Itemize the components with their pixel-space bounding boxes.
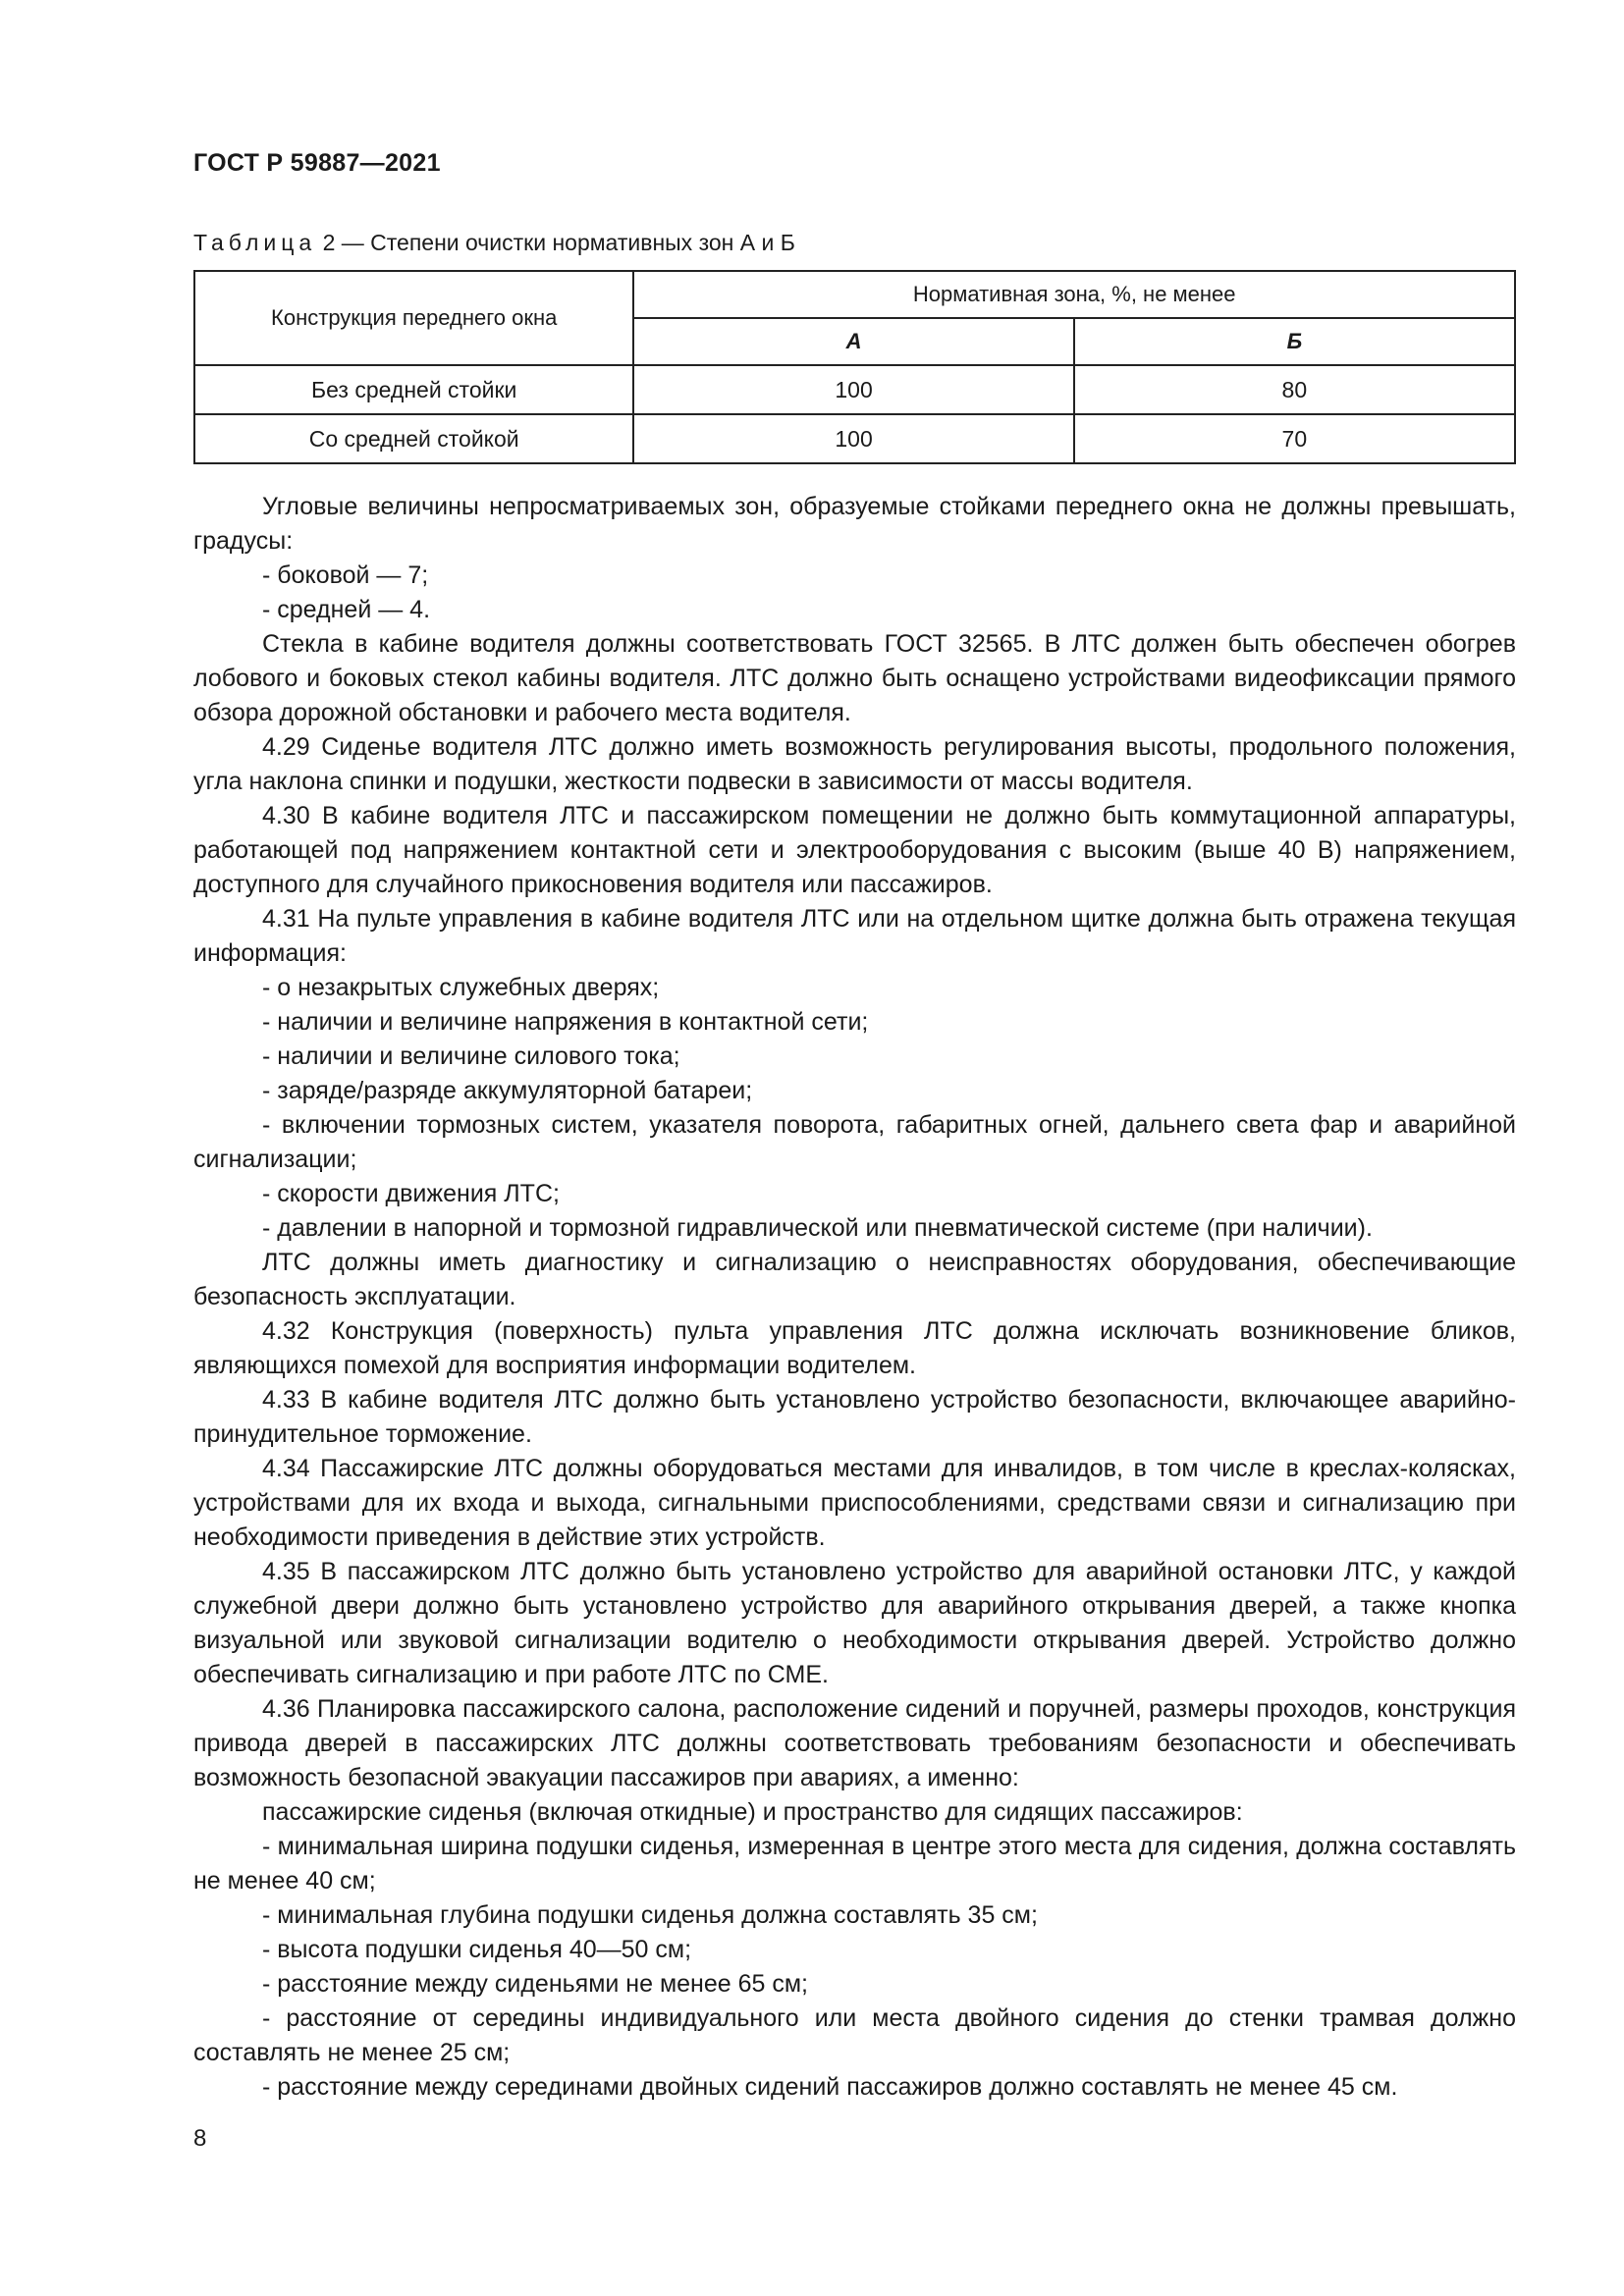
paragraph: Стекла в кабине водителя должны соответствовать ГОСТ 32565. В ЛТС должен быть обеспечен обогрев лобового и боковых стекол кабины водителя. ЛТС должно быть оснащено устройствами видеофиксации прямого обзора дорожной обстановки и рабочего места водителя. xyxy=(193,630,1516,726)
paragraph: пассажирские сиденья (включая откидные) и пространство для сидящих пассажиров: xyxy=(262,1798,1243,1826)
list-item: - расстояние между сиденьями не менее 65 см; xyxy=(262,1970,808,1998)
list-item: - заряде/разряде аккумуляторной батареи; xyxy=(262,1077,753,1104)
table-row xyxy=(194,414,1515,463)
table-header-row xyxy=(194,271,1515,318)
cell-zone-a: 100 xyxy=(633,365,1073,414)
list-item: - минимальная глубина подушки сиденья должна составлять 35 см; xyxy=(262,1901,1038,1929)
paragraph-4-31: 4.31 На пульте управления в кабине водителя ЛТС или на отдельном щитке должна быть отражена текущая информация: xyxy=(193,905,1516,967)
list-item: - расстояние от середины индивидуального или места двойного сидения до стенки трамвая должно составлять не менее 25 см; xyxy=(193,2004,1516,2066)
header-construction: Конструкция переднего окна xyxy=(194,271,633,365)
list-item: - средней — 4. xyxy=(262,596,431,623)
header-zone-a: А xyxy=(633,318,1073,365)
header-zone-b: Б xyxy=(1074,318,1515,365)
paragraph-4-36: 4.36 Планировка пассажирского салона, расположение сидений и поручней, размеры проходов, конструкция привода дверей в пассажирских ЛТС должны соответствовать требованиям безопасности и обеспечивать возможность безопасной эвакуации пассажиров при авариях, а именно: xyxy=(193,1695,1516,1791)
paragraph-4-35: 4.35 В пассажирском ЛТС должно быть установлено устройство для аварийной остановки ЛТС, у каждой служебной двери должно быть установлено устройство для аварийного открывания дверей, а также кнопка визуальной или звуковой сигнализации водителю о необходимости открывания дверей. Устройство должно обеспечивать сигнализацию и при работе ЛТС по СМЕ. xyxy=(193,1558,1516,1688)
paragraph: ЛТС должны иметь диагностику и сигнализацию о неисправностях оборудования, обеспечивающие безопасность эксплуатации. xyxy=(193,1249,1516,1310)
list-item: - давлении в напорной и тормозной гидравлической или пневматической системе (при наличии). xyxy=(262,1214,1373,1242)
list-item: - расстояние между серединами двойных сидений пассажиров должно составлять не менее 45 см. xyxy=(262,2073,1398,2101)
list-item: - боковой — 7; xyxy=(262,561,429,589)
cell-zone-a: 100 xyxy=(633,414,1073,463)
table-row xyxy=(194,365,1515,414)
list-item: - включении тормозных систем, указателя поворота, габаритных огней, дальнего света фар и аварийной сигнализации; xyxy=(193,1111,1516,1173)
table-caption-text: 2 — Степени очистки нормативных зон А и Б xyxy=(322,230,795,255)
list-item: - скорости движения ЛТС; xyxy=(262,1180,560,1207)
cell-zone-b: 80 xyxy=(1074,365,1515,414)
list-item: - наличии и величине напряжения в контактной сети; xyxy=(262,1008,869,1036)
list-item: - о незакрытых служебных дверях; xyxy=(262,974,660,1001)
cell-construction: Без средней стойки xyxy=(194,365,633,414)
paragraph-4-30: 4.30 В кабине водителя ЛТС и пассажирском помещении не должно быть коммутационной аппаратуры, работающей под напряжением контактной сети и электрооборудования с высоким (выше 40 В) напряжением, доступного для случайного прикосновения водителя или пассажиров. xyxy=(193,802,1516,898)
header-zone: Нормативная зона, %, не менее xyxy=(633,271,1515,318)
document-header: ГОСТ Р 59887—2021 xyxy=(193,149,441,177)
list-item: - высота подушки сиденья 40—50 см; xyxy=(262,1936,692,1963)
paragraph-4-33: 4.33 В кабине водителя ЛТС должно быть установлено устройство безопасности, включающее аварийно-принудительное торможение. xyxy=(193,1386,1516,1448)
cell-zone-b: 70 xyxy=(1074,414,1515,463)
paragraph: Угловые величины непросматриваемых зон, образуемые стойками переднего окна не должны превышать, градусы: xyxy=(193,493,1516,555)
cell-construction: Со средней стойкой xyxy=(194,414,633,463)
table-caption-label: Таблица xyxy=(193,230,317,255)
page-number: 8 xyxy=(193,2125,207,2152)
table-caption xyxy=(193,230,795,256)
cleaning-zones-table xyxy=(193,270,1516,464)
paragraph-4-29: 4.29 Сиденье водителя ЛТС должно иметь возможность регулирования высоты, продольного положения, угла наклона спинки и подушки, жесткости подвески в зависимости от массы водителя. xyxy=(193,733,1516,795)
list-item: - минимальная ширина подушки сиденья, измеренная в центре этого места для сидения, должна составлять не менее 40 см; xyxy=(193,1833,1516,1895)
paragraph-4-34: 4.34 Пассажирские ЛТС должны оборудоваться местами для инвалидов, в том числе в креслах-колясках, устройствами для их входа и выхода, сигнальными приспособлениями, средствами связи и сигнализацию при необходимости приведения в действие этих устройств. xyxy=(193,1455,1516,1551)
paragraph-4-32: 4.32 Конструкция (поверхность) пульта управления ЛТС должна исключать возникновение бликов, являющихся помехой для восприятия информации водителем. xyxy=(193,1317,1516,1379)
list-item: - наличии и величине силового тока; xyxy=(262,1042,680,1070)
document-body xyxy=(193,490,1516,2105)
